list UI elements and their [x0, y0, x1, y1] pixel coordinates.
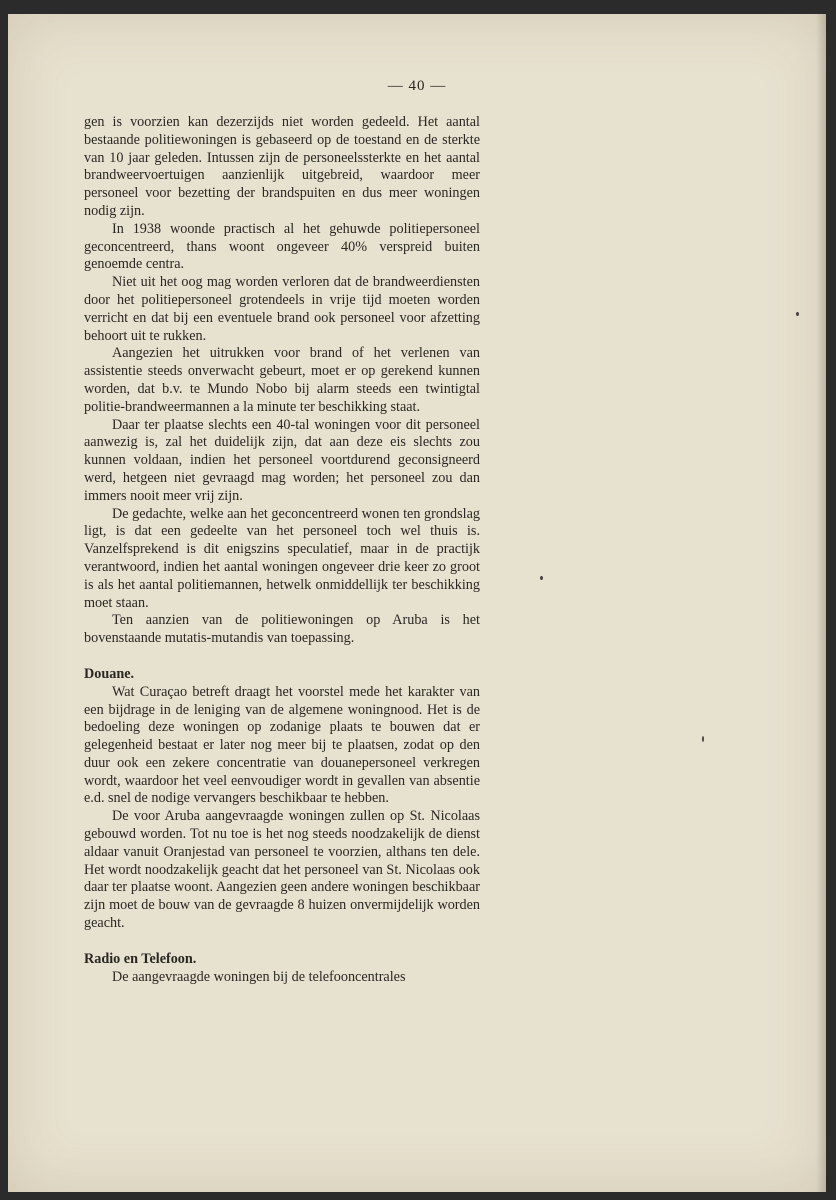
document-page	[8, 14, 826, 1192]
paragraph-5: Daar ter plaatse slechts een 40-tal woningen voor dit personeel aanwezig is, zal het duidelijk zijn, dat aan deze eis slechts zou kunnen voldaan, indien het personeel voortdurend geconsigneerd werd, hetgeen niet gevraagd mag worden; het personeel zou dan immers nooit meer vrij zijn.	[84, 416, 480, 504]
page-number: — 40 —	[387, 78, 447, 94]
ink-speck	[796, 312, 799, 316]
section-heading-douane: Douane.	[84, 665, 135, 682]
paragraph-7: Ten aanzien van de politiewoningen op Aruba is het bovenstaande mutatis-mutandis van toepassing.	[84, 612, 480, 647]
page-edge-shadow	[816, 14, 826, 1192]
paragraph-6: De gedachte, welke aan het geconcentreerd wonen ten grondslag ligt, is dat een gedeelte van het personeel toch wel thuis is. Vanzelfsprekend is dit enigszins speculatief, maar in de practijk verantwoord, indien het aantal woningen ongeveer drie keer zo groot is als het aantal politiemannen, hetwelk onmiddellijk ter beschikking moet staan.	[84, 505, 480, 611]
paragraph-1: gen is voorzien kan dezerzijds niet worden gedeeld. Het aantal bestaande politiewoningen is gebaseerd op de toestand en de sterkte van 10 jaar geleden. Intussen zijn de personeelssterkte en het aantal brandweervoertuigen aanzienlijk uitgebreid, waardoor meer personeel voor bezetting der brandspuiten en dus meer woningen nodig zijn.	[84, 114, 480, 219]
ink-speck	[540, 576, 543, 580]
radio-paragraph-1: De aangevraagde woningen bij de telefooncentrales	[112, 968, 406, 985]
douane-paragraph-2: De voor Aruba aangevraagde woningen zullen op St. Nicolaas gebouwd worden. Tot nu toe is het nog steeds noodzakelijk de dienst aldaar vanuit Oranjestad van personeel te voorzien, althans ten dele. Het wordt noodzakelijk geacht dat het personeel van St. Nicolaas ook daar ter plaatse woont. Aangezien geen andere woningen beschikbaar zijn moet de bouw van de gevraagde 8 huizen onvermijdelijk worden geacht.	[84, 808, 480, 932]
section-heading-radio-telefoon: Radio en Telefoon.	[84, 950, 197, 967]
paragraph-3: Niet uit het oog mag worden verloren dat de brandweerdiensten door het politiepersoneel grotendeels in vrije tijd moeten worden verricht en dat bij een eventuele brand ook personeel voor afzetting behoort uit te rukken.	[84, 274, 480, 344]
paragraph-2: In 1938 woonde practisch al het gehuwde politiepersoneel geconcentreerd, thans woont ongeveer 40% verspreid buiten genoemde centra.	[84, 220, 480, 273]
ink-speck	[702, 736, 704, 742]
douane-paragraph-1: Wat Curaçao betreft draagt het voorstel mede het karakter van een bijdrage in de leniging van de algemene woningnood. Het is de bedoeling deze woningen op zodanige plaats te bouwen dat er gelegenheid bestaat er later nog meer bij te plaatsen, zodat op den duur ook een zekere concentratie van douanepersoneel verkregen wordt, waardoor het veel eenvoudiger wordt in gevallen van absentie e.d. snel de nodige vervangers beschikbaar te hebben.	[84, 683, 480, 807]
paragraph-4: Aangezien het uitrukken voor brand of het verlenen van assistentie steeds onverwacht gebeurt, moet er op gerekend kunnen worden, dat b.v. te Mundo Nobo bij alarm steeds een twintigtal politie-brandweermannen a la minute ter beschikking staat.	[84, 345, 480, 415]
body-text	[84, 114, 480, 986]
